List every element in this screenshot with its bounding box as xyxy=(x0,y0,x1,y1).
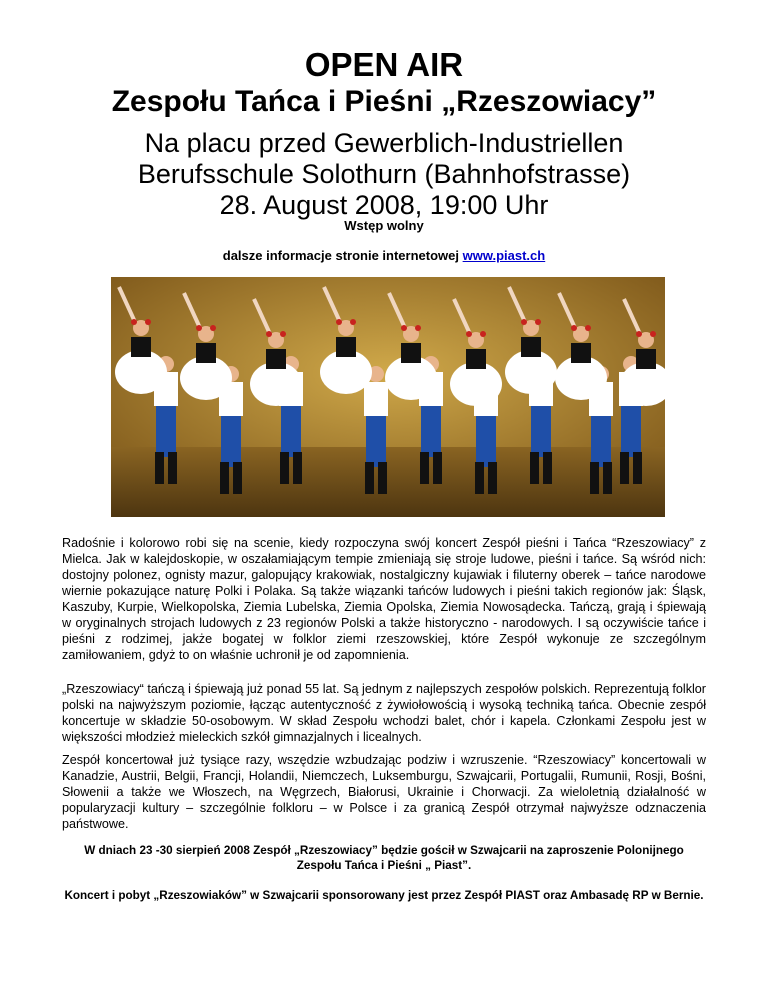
event-date: 28. August 2008, 19:00 Uhr xyxy=(219,190,549,220)
paragraph-2: „Rzeszowiacy“ tańczą i śpiewają już ponad 55 lat. Są jednym z najlepszych zespołów polskich. Reprezentują folklor polski na najwyższym poziomie, łącząc autentyczność z żywiołowością i wysoką techniką tańca. Obecnie zespół koncertuje w składzie 50-osobowym. W skład Zespołu wchodzi balet, chór i kapela. Członkami Zespołu jest w większości młodzież mieleckich szkół gimnazjalnych i licealnych. xyxy=(62,682,706,744)
venue-line-2: Berufsschule Solothurn (Bahnhofstrasse) xyxy=(137,159,631,189)
title-open-air: OPEN AIR xyxy=(304,46,464,83)
note-visit: W dniach 23 -30 sierpień 2008 Zespół „Rzeszowiacy” będzie gościł w Szwajcarii na zaproszenie Polonijnego Zespołu Tańca i Pieśni „ Piast”. xyxy=(84,844,684,872)
website-link[interactable]: www.piast.ch xyxy=(462,248,546,263)
venue-line-1: Na placu przed Gewerblich-Industriellen xyxy=(144,128,624,158)
paragraph-1: Radośnie i kolorowo robi się na scenie, kiedy rozpoczyna swój koncert Zespół pieśni i Tańca “Rzeszowiacy” z Mielca. Jak w kalejdoskopie, w oszałamiającym tempie zmieniają się stroje ludowe, pieśni i tańce. Są wśród nich: dostojny polonez, ognisty mazur, galopujący krakowiak, nostalgiczny kujawiak i filuterny oberek – tańce narodowe wiernie pokazujące naturę Polki i Polaka. Są także wiązanki tańców ludowych i pieśni takich regionów jak: Śląsk, Kaszuby, Kurpie, Wielkopolska, Ziemia Lubelska, Ziemia Opolska, Ziemia Nowosądecka. Tańczą, grają i śpiewają w oryginalnych strojach ludowych z 23 regionów Polski a także historyczno - narodowych. I są oczywiście tańce i pieśni z rodzimej, jakże bogatej w folklor ziemi rzeszowskiej, które Zespół wykonuje ze szczególnym zamiłowaniem, gdyż to on właśnie uchronił je od zapomnienia. xyxy=(62,536,706,662)
venue-block xyxy=(0,128,768,221)
title-ensemble: Zespołu Tańca i Pieśni „Rzeszowiacy” xyxy=(111,85,657,118)
dancers-photo xyxy=(111,277,665,517)
info-line xyxy=(0,248,768,264)
info-text: dalsze informacje stronie internetowej xyxy=(222,248,459,263)
paragraph-3: Zespół koncertował już tysiące razy, wszędzie wzbudzając podziw i wzruszenie. “Rzeszowiacy” koncertowali w Kanadzie, Austrii, Belgii, Francji, Holandii, Niemczech, Luksemburgu, Szwajcarii, Portugalii, Rumunii, Rosji, Bośni, Słowenii a także we Włoszech, na Węgrzech, Białorusi, Ukrainie i Chorwacji. Za wieloletnią działalność w popularyzacji kultury – szczególnie folkloru – w Polsce i za granicą Zespół otrzymał najwyższe odznaczenia państwowe. xyxy=(62,753,706,831)
free-entry: Wstęp wolny xyxy=(344,218,424,233)
note-sponsor: Koncert i pobyt „Rzeszowiaków” w Szwajcarii sponsorowany jest przez Zespół PIAST oraz Ambasadę RP w Bernie. xyxy=(64,889,704,902)
dancers-illustration xyxy=(111,277,665,517)
